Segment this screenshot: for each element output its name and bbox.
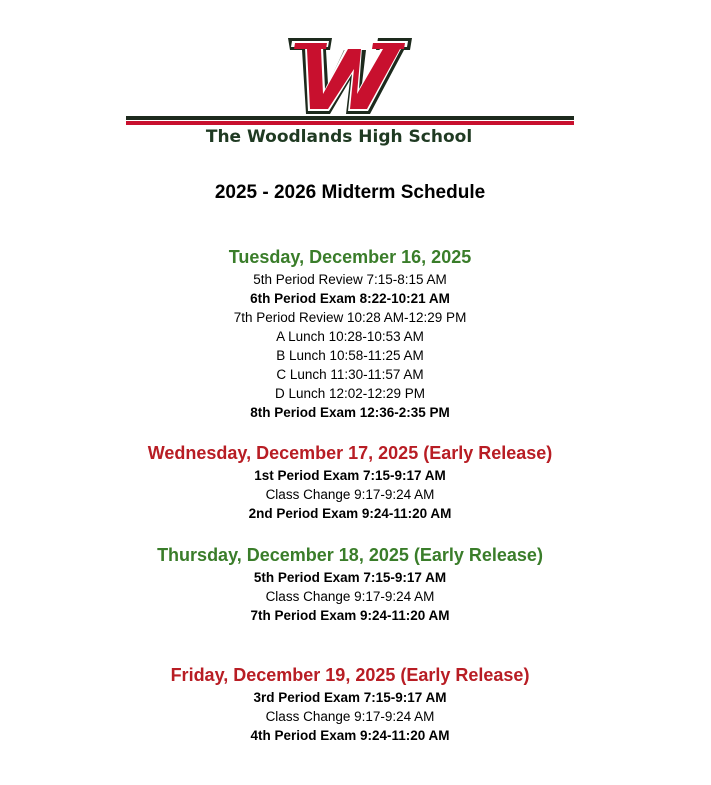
day-heading: Thursday, December 18, 2025 (Early Release) (157, 545, 543, 565)
header-rule-dark (126, 116, 574, 120)
schedule-line: A Lunch 10:28-10:53 AM (276, 329, 424, 344)
schedule-line: 7th Period Review 10:28 AM-12:29 PM (233, 310, 467, 325)
schedule-line: Class Change 9:17-9:24 AM (265, 487, 435, 502)
day-section (0, 246, 700, 422)
day-section (0, 544, 700, 625)
exam-line: 2nd Period Exam 9:24-11:20 AM (248, 506, 452, 521)
page-title: 2025 - 2026 Midterm Schedule (214, 182, 486, 203)
exam-line: 1st Period Exam 7:15-9:17 AM (254, 468, 446, 483)
schedule-line: C Lunch 11:30-11:57 AM (276, 367, 424, 382)
exam-line: 4th Period Exam 9:24-11:20 AM (250, 728, 450, 743)
exam-line: 5th Period Exam 7:15-9:17 AM (253, 570, 447, 585)
day-heading: Wednesday, December 17, 2025 (Early Release) (147, 443, 553, 463)
day-section (0, 442, 700, 523)
header-rule-red (126, 121, 574, 125)
exam-line: 8th Period Exam 12:36-2:35 PM (250, 405, 450, 420)
schedule-line: 5th Period Review 7:15-8:15 AM (253, 272, 447, 287)
day-section (0, 664, 700, 745)
exam-line: 7th Period Exam 9:24-11:20 AM (250, 608, 450, 623)
school-w-logo-icon (286, 36, 414, 116)
exam-line: 3rd Period Exam 7:15-9:17 AM (253, 690, 447, 705)
schedule-line: Class Change 9:17-9:24 AM (265, 589, 435, 604)
school-name: The Woodlands High School (205, 127, 473, 147)
schedule-line: D Lunch 12:02-12:29 PM (274, 386, 426, 401)
schedule-line: B Lunch 10:58-11:25 AM (276, 348, 424, 363)
day-heading: Friday, December 19, 2025 (Early Release) (170, 665, 530, 685)
schedule-line: Class Change 9:17-9:24 AM (265, 709, 435, 724)
exam-line: 6th Period Exam 8:22-10:21 AM (250, 291, 450, 306)
day-heading: Tuesday, December 16, 2025 (228, 247, 472, 267)
